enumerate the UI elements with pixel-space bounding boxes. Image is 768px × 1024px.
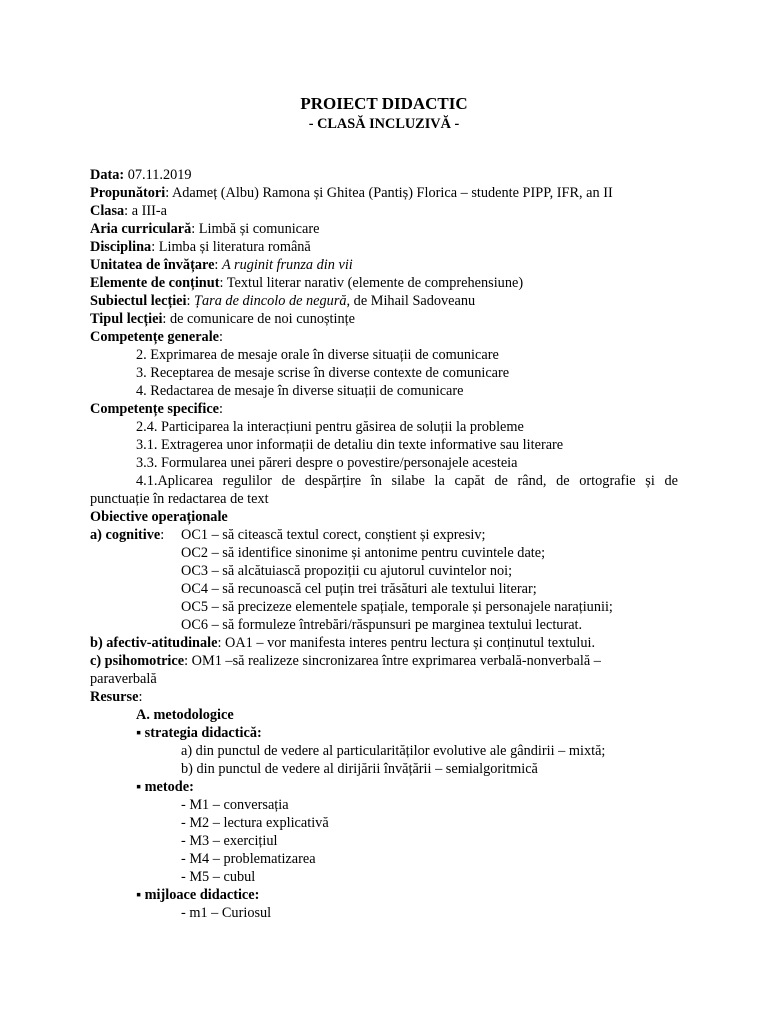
list-item: 3.1. Extragerea unor informații de detaliu din texte informative sau literare bbox=[136, 437, 564, 453]
list-item: 4. Redactarea de mesaje în diverse situații de comunicare bbox=[136, 383, 464, 399]
objective-psiho-row bbox=[90, 652, 601, 670]
field-label: Aria curriculară bbox=[90, 221, 192, 237]
field-value: 07.11.2019 bbox=[124, 167, 192, 183]
objective-afectiv-row bbox=[90, 634, 595, 652]
objective-cognitive-row: a) cognitive: bbox=[90, 527, 165, 543]
field-value: A ruginit frunza din vii bbox=[221, 257, 353, 273]
field-label: Clasa bbox=[90, 203, 125, 219]
objective-label: c) psihomotrice bbox=[90, 653, 185, 669]
field-label: Data: bbox=[90, 167, 125, 183]
section-heading: Competențe generale bbox=[90, 329, 220, 345]
objective-item: OC2 – să identifice sinonime și antonime pentru cuvintele date; bbox=[181, 545, 546, 561]
list-item: 3.3. Formularea unei păreri despre o povestire/personajele acesteia bbox=[136, 455, 518, 471]
section-competente-generale: Competențe generale: bbox=[90, 329, 224, 345]
list-item: 3. Receptarea de mesaje scrise în diverse contexte de comunicare bbox=[136, 365, 510, 381]
mijloace-item: - m1 – Curiosul bbox=[181, 905, 272, 921]
field-clasa bbox=[90, 202, 167, 220]
section-heading: Resurse bbox=[90, 689, 139, 705]
field-tipul bbox=[90, 310, 355, 328]
metode-item: - M5 – cubul bbox=[181, 869, 256, 885]
list-item: 2.4. Participarea la interacțiuni pentru găsirea de soluții la probleme bbox=[136, 419, 524, 435]
list-item: 4.1.Aplicarea regulilor de despărțire în silabe la capăt de rând, de ortografie și de bbox=[136, 473, 678, 489]
field-propunatori bbox=[90, 184, 613, 202]
resurse-subheading: A. metodologice bbox=[136, 707, 234, 723]
objective-item: OC5 – să precizeze elementele spațiale, temporale și personajele narațiunii; bbox=[181, 599, 613, 615]
field-value: : a III-a bbox=[124, 203, 168, 219]
field-value: : Limbă și comunicare bbox=[191, 221, 320, 237]
section-heading: Obiective operaționale bbox=[90, 509, 228, 525]
objective-item: : OM1 –să realizeze sincronizarea între exprimarea verbală-nonverbală – bbox=[184, 653, 601, 669]
section-obiective bbox=[90, 508, 228, 526]
metode-label: ▪ metode: bbox=[136, 779, 194, 795]
section-resurse: Resurse: bbox=[90, 689, 143, 705]
objective-item: : OA1 – vor manifesta interes pentru lectura și conținutul textului. bbox=[217, 635, 596, 651]
metode-item: - M1 – conversația bbox=[181, 797, 289, 813]
field-value: , de Mihail Sadoveanu bbox=[346, 293, 476, 309]
objective-item: OC3 – să alcătuiască propoziții cu ajutorul cuvintelor noi; bbox=[181, 563, 513, 579]
field-label: Subiectul lecției bbox=[90, 293, 187, 309]
list-item: 2. Exprimarea de mesaje orale în diverse situații de comunicare bbox=[136, 347, 499, 363]
document-subtitle: - CLASĂ INCLUZIVĂ - bbox=[308, 116, 460, 132]
field-label: Elemente de conținut bbox=[90, 275, 220, 291]
strategia-item: b) din punctul de vedere al dirijării învățării – semialgoritmică bbox=[181, 761, 538, 777]
objective-item: OC4 – să recunoască cel puțin trei trăsături ale textului literar; bbox=[181, 581, 537, 597]
field-label: Tipul lecției bbox=[90, 311, 163, 327]
strategia-label: ▪ strategia didactică: bbox=[136, 725, 262, 741]
objective-item: OC6 – să formuleze întrebări/răspunsuri pe marginea textului lecturat. bbox=[181, 617, 583, 633]
section-competente-specifice: Competențe specifice: bbox=[90, 401, 224, 417]
objective-label: b) afectiv-atitudinale bbox=[90, 635, 218, 651]
field-elemente bbox=[90, 274, 523, 292]
document-title: PROIECT DIDACTIC bbox=[300, 94, 468, 113]
field-aria bbox=[90, 220, 319, 238]
metode-item: - M3 – exercițiul bbox=[181, 833, 278, 849]
field-label: Disciplina bbox=[90, 239, 152, 255]
field-unitatea: Unitatea de învățare: A ruginit frunza din vii bbox=[90, 257, 353, 273]
field-data bbox=[90, 166, 192, 184]
objective-item: OC1 – să citească textul corect, conștient și expresiv; bbox=[181, 527, 486, 543]
field-subiectul: Subiectul lecției: Țara de dincolo de negură, de Mihail Sadoveanu bbox=[90, 293, 476, 309]
field-label: Unitatea de învățare bbox=[90, 257, 215, 273]
field-value: : Textul literar narativ (elemente de comprehensiune) bbox=[219, 275, 524, 291]
mijloace-label: ▪ mijloace didactice: bbox=[136, 887, 260, 903]
field-value: : de comunicare de noi cunoștințe bbox=[162, 311, 355, 327]
section-heading: Competențe specifice bbox=[90, 401, 220, 417]
objective-label: a) cognitive bbox=[90, 527, 161, 543]
list-item-continuation: punctuație în redactarea de text bbox=[90, 491, 269, 507]
strategia-item: a) din punctul de vedere al particularităților evolutive ale gândirii – mixtă; bbox=[181, 743, 606, 759]
metode-item: - M4 – problematizarea bbox=[181, 851, 316, 867]
objective-item-continuation: paraverbală bbox=[90, 671, 157, 687]
field-label: Propunători bbox=[90, 185, 166, 201]
field-value-title: Țara de dincolo de negură bbox=[194, 293, 347, 309]
field-disciplina bbox=[90, 238, 311, 256]
field-value: : Limba și literatura română bbox=[151, 239, 311, 255]
metode-item: - M2 – lectura explicativă bbox=[181, 815, 329, 831]
field-value: : Adameț (Albu) Ramona și Ghitea (Pantiș) Florica – studente PIPP, IFR, an II bbox=[165, 185, 613, 201]
